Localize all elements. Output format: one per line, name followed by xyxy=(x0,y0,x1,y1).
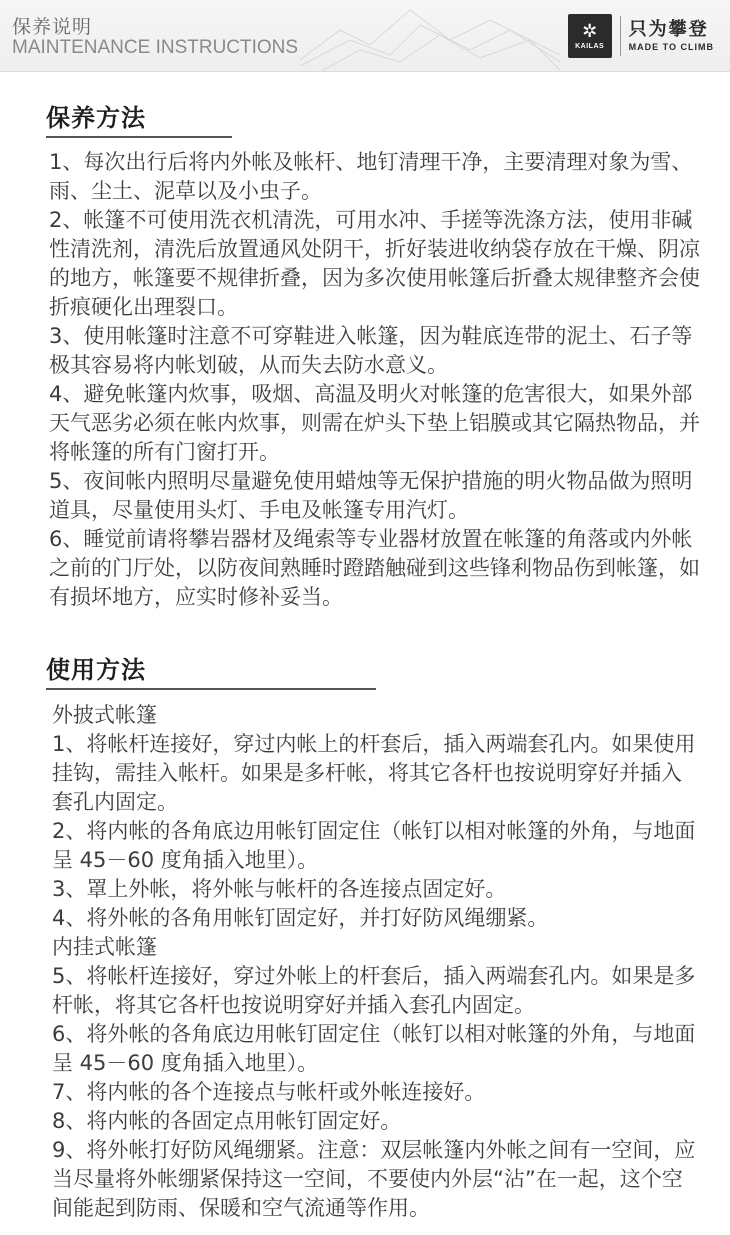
usage-item: 6、将外帐的各角底边用帐钉固定住（帐钉以相对帐篷的外角，与地面呈 45－60 度角插入地里）。 xyxy=(52,1022,696,1075)
maintenance-list xyxy=(49,148,709,612)
maintenance-section-title: 保养方法 xyxy=(46,104,146,132)
usage-title-rule xyxy=(46,688,376,690)
header-title-cn: 保养说明 xyxy=(12,16,93,38)
header-title-en: MAINTENANCE INSTRUCTIONS xyxy=(12,37,299,58)
maintenance-item: 3、使用帐篷时注意不可穿鞋进入帐篷，因为鞋底连带的泥土、石子等极其容易将内帐划破，从而失去防水意义。 xyxy=(49,324,693,377)
maintenance-item: 6、睡觉前请将攀岩器材及绳索等专业器材放置在帐篷的角落或内外帐之前的门厅处，以防夜间熟睡时蹬踏触碰到这些锋利物品伤到帐篷，如有损坏地方，应实时修补妥当。 xyxy=(49,527,700,609)
slogan-en: MADE TO CLIMB xyxy=(628,42,714,52)
usage-item: 9、将外帐打好防风绳绷紧。注意：双层帐篷内外帐之间有一空间，应当尽量将外帐绷紧保持这一空间，不要使内外层“沾”在一起，这个空间能起到防雨、保暖和空气流通等作用。 xyxy=(52,1138,696,1220)
usage-item: 8、将内帐的各固定点用帐钉固定好。 xyxy=(52,1109,402,1133)
usage-item: 7、将内帐的各个连接点与帐杆或外帐连接好。 xyxy=(52,1080,486,1104)
brand-divider xyxy=(620,16,621,56)
sun-icon: ✲ xyxy=(582,20,598,42)
brand-block xyxy=(568,14,714,58)
usage-list xyxy=(52,701,702,1223)
external-tent-heading: 外披式帐篷 xyxy=(52,703,157,727)
maintenance-item: 4、避免帐篷内炊事，吸烟、高温及明火对帐篷的危害很大，如果外部天气恶劣必须在帐内炊事，则需在炉头下垫上铝膜或其它隔热物品，并将帐篷的所有门窗打开。 xyxy=(49,382,700,464)
maintenance-item: 1、每次出行后将内外帐及帐杆、地钉清理干净，主要清理对象为雪、雨、尘土、泥草以及小虫子。 xyxy=(49,150,693,203)
mountain-pattern-decoration xyxy=(300,0,560,72)
usage-item: 1、将帐杆连接好，穿过内帐上的杆套后，插入两端套孔内。如果使用挂钩，需挂入帐杆。如果是多杆帐，将其它各杆也按说明穿好并插入套孔内固定。 xyxy=(52,732,696,814)
logo-text: KAILAS xyxy=(575,42,605,50)
kailas-logo xyxy=(568,14,612,58)
usage-item: 5、将帐杆连接好，穿过外帐上的杆套后，插入两端套孔内。如果是多杆帐，将其它各杆也按说明穿好并插入套孔内固定。 xyxy=(52,964,696,1017)
usage-item: 2、将内帐的各角底边用帐钉固定住（帐钉以相对帐篷的外角，与地面呈 45－60 度角插入地里）。 xyxy=(52,819,696,872)
maintenance-title-rule xyxy=(46,136,232,138)
slogan-cn: 只为攀登 xyxy=(628,19,709,40)
usage-item: 4、将外帐的各角用帐钉固定好，并打好防风绳绷紧。 xyxy=(52,906,549,930)
usage-item: 3、罩上外帐，将外帐与帐杆的各连接点固定好。 xyxy=(52,877,507,901)
maintenance-item: 5、夜间帐内照明尽量避免使用蜡烛等无保护措施的明火物品做为照明道具，尽量使用头灯、手电及帐篷专用汽灯。 xyxy=(49,469,693,522)
internal-tent-heading: 内挂式帐篷 xyxy=(52,935,157,959)
maintenance-item: 2、帐篷不可使用洗衣机清洗，可用水冲、手搓等洗涤方法，使用非碱性清洗剂，清洗后放置通风处阴干，折好装进收纳袋存放在干燥、阴凉的地方，帐篷要不规律折叠，因为多次使用帐篷后折叠太规律整齐会使折痕硬化出理裂口。 xyxy=(49,208,700,319)
usage-section-title: 使用方法 xyxy=(46,656,146,684)
brand-slogan xyxy=(629,19,714,53)
page-header xyxy=(0,0,730,72)
